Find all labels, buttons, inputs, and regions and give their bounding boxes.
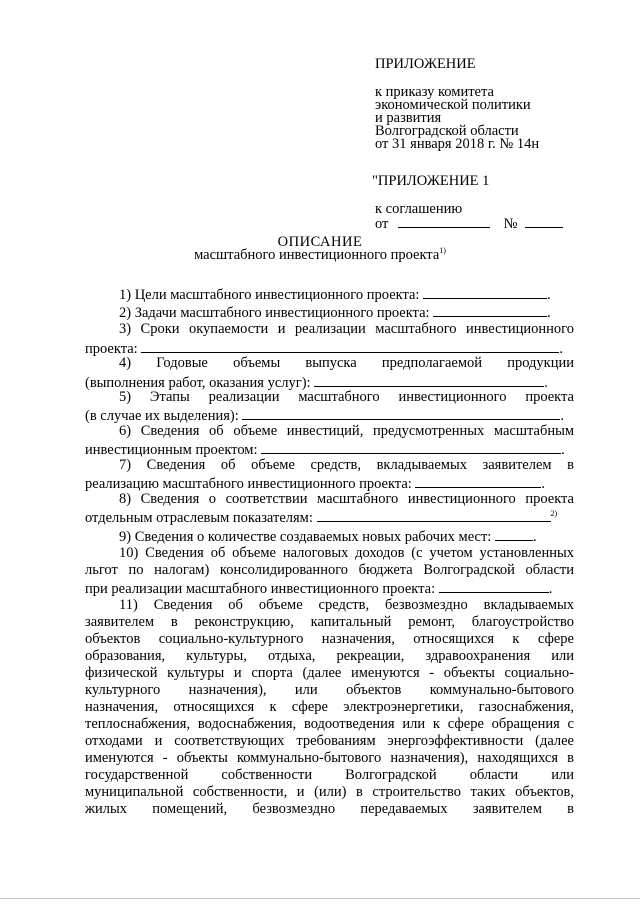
item-5-line-1: 5) Этапы реализации масштабного инвестиционного проекта xyxy=(119,389,574,405)
item-11-line-13: жилых помещений, безвозмездно передаваемых заявителем в xyxy=(85,801,574,817)
item-11-line-12: муниципальной собственности, и (или) в строительство таких объектов, xyxy=(85,784,574,800)
to-agreement-label: к соглашению xyxy=(375,201,463,217)
document-title: ОПИСАНИЕ xyxy=(277,234,363,250)
item-8-line-1: 8) Сведения о соответствии масштабного инвестиционного проекта xyxy=(119,491,574,507)
item-11-line-3: объектов социально-культурного назначения, относящихся к сфере xyxy=(85,631,574,647)
item-10-line-2: льгот по налогам) консолидированного бюджета Волгоградской области xyxy=(85,562,574,578)
item-7-dot: . xyxy=(541,476,546,492)
item-8-line-2 xyxy=(85,508,557,527)
item-2-dot: . xyxy=(547,305,551,321)
header-line-1: к приказу комитета xyxy=(375,84,494,100)
item-7-line-1: 7) Сведения об объеме средств, вкладываемых заявителем в xyxy=(119,457,574,473)
item-3-dot: . xyxy=(559,341,563,357)
agreement-date-blank xyxy=(398,214,490,228)
item-6-text: инвестиционным проектом: xyxy=(85,442,258,458)
item-11-line-7: назначения, относящихся к сфере электроэнергетики, газоснабжения, xyxy=(85,699,574,715)
item-2-text: 2) Задачи масштабного инвестиционного проекта: xyxy=(119,305,430,321)
header-line-2: экономической политики xyxy=(375,97,531,113)
item-8-text: отдельным отраслевым показателям: xyxy=(85,510,313,526)
footnote-ref-1: 1) xyxy=(439,246,446,256)
footnote-ref-2: 2) xyxy=(550,509,558,519)
document-subtitle xyxy=(0,247,640,264)
agreement-number-blank xyxy=(525,214,563,228)
item-2 xyxy=(119,303,551,322)
item-3-line-1: 3) Сроки окупаемости и реализации масштабного инвестиционного xyxy=(119,321,574,337)
item-4-text: (выполнения работ, оказания услуг): xyxy=(85,375,311,391)
item-10-blank xyxy=(439,579,549,593)
item-10-line-3 xyxy=(85,579,552,598)
number-label: № xyxy=(503,216,518,232)
item-8-blank xyxy=(317,508,551,522)
item-3-text: проекта: xyxy=(85,341,138,357)
item-1-text: 1) Цели масштабного инвестиционного проекта: xyxy=(119,287,420,303)
item-11-line-2: заявителем в реконструкцию, капитальный ремонт, благоустройство xyxy=(85,614,574,630)
item-4-blank xyxy=(314,373,544,387)
item-2-blank xyxy=(433,303,547,317)
item-5-dot: . xyxy=(560,408,565,424)
scan-edge-divider xyxy=(0,898,640,899)
item-11-line-9: отходами и соответствующих требованиям энергоэффективности (далее xyxy=(85,733,574,749)
item-5-blank xyxy=(242,406,560,420)
item-5-text: (в случае их выделения): xyxy=(85,408,239,424)
item-4-dot: . xyxy=(544,375,548,391)
item-9-text: 9) Сведения о количестве создаваемых новых рабочих мест: xyxy=(119,529,492,545)
document-subtitle-text: масштабного инвестиционного проекта xyxy=(194,247,440,263)
item-11-line-1: 11) Сведения об объеме средств, безвозмездно вкладываемых xyxy=(119,597,574,613)
item-11-line-11: государственной собственности Волгоградской области или xyxy=(85,767,574,783)
from-label: от xyxy=(375,216,389,232)
item-11-line-6: культурного назначения), или объектов коммунально-бытового xyxy=(85,682,574,698)
item-3-blank xyxy=(141,339,559,353)
item-9-blank xyxy=(495,527,533,541)
item-11-line-10: именуются - объекты коммунально-бытового назначения), находящихся в xyxy=(85,750,574,766)
header-line-4: Волгоградской области xyxy=(375,123,519,139)
item-11-line-5: физической культуры и спорта (далее именуются - объекты социально- xyxy=(85,665,574,681)
item-6-dot: . xyxy=(561,442,565,458)
item-1-dot: . xyxy=(547,287,551,303)
item-1-blank xyxy=(423,285,547,299)
appendix-heading: ПРИЛОЖЕНИЕ xyxy=(375,56,476,72)
header-line-5: от 31 января 2018 г. № 14н xyxy=(375,136,540,152)
item-7-blank xyxy=(415,474,541,488)
item-1 xyxy=(119,285,551,304)
item-9-dot: . xyxy=(532,529,537,545)
item-6-blank xyxy=(261,440,561,454)
header-line-3: и развития xyxy=(375,110,442,126)
item-11-line-4: образования, культуры, отдыха, рекреации, здравоохранения или xyxy=(85,648,574,664)
item-11-line-8: теплоснабжения, водоснабжения, водоотведения или к сфере обращения с xyxy=(85,716,574,732)
item-10-dot: . xyxy=(548,581,553,597)
item-9 xyxy=(119,527,537,546)
item-6-line-1: 6) Сведения об объеме инвестиций, предусмотренных масштабным xyxy=(119,423,574,439)
item-10-text: при реализации масштабного инвестиционного проекта: xyxy=(85,581,436,597)
item-7-text: реализацию масштабного инвестиционного проекта: xyxy=(85,476,412,492)
item-10-line-1: 10) Сведения об объеме налоговых доходов (с учетом установленных xyxy=(119,545,574,561)
agreement-date-line xyxy=(375,214,563,233)
appendix-1-heading: "ПРИЛОЖЕНИЕ 1 xyxy=(372,173,490,189)
item-4-line-1: 4) Годовые объемы выпуска предполагаемой продукции xyxy=(119,355,574,371)
